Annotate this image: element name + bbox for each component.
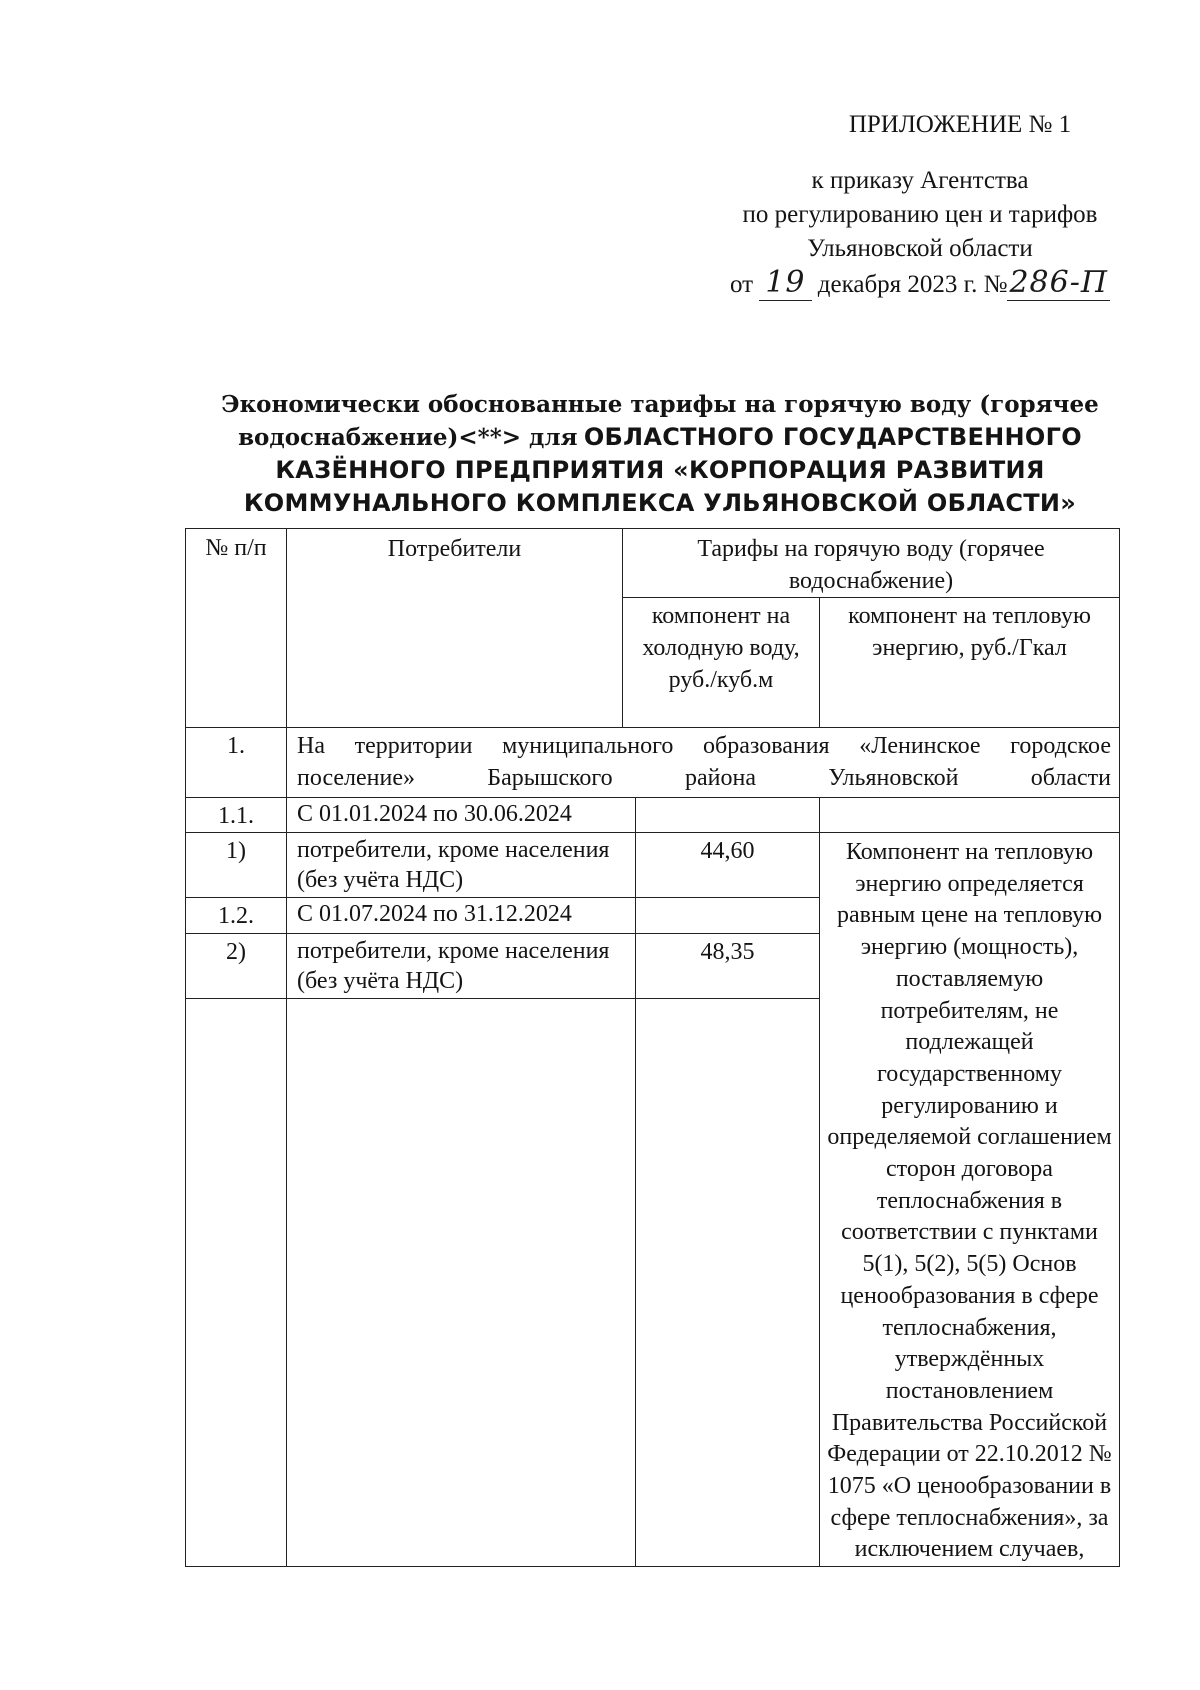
period-2-text: С 01.07.2024 по 31.12.2024 bbox=[287, 898, 636, 933]
header-tariffs: Тарифы на горячую воду (горячее водоснабжение) bbox=[623, 529, 1120, 598]
row-2-value: 48,35 bbox=[636, 933, 820, 998]
handwritten-order-number: 286-П bbox=[1009, 265, 1109, 300]
header-consumers: Потребители bbox=[287, 529, 623, 728]
period-1-thermal-empty bbox=[820, 798, 1120, 833]
title-part-1: Экономически обоснованные тарифы на горячую воду (горячее водоснабжение)<**> для bbox=[221, 391, 1099, 451]
row-1-text: потребители, кроме населения (без учёта НДС) bbox=[287, 833, 636, 898]
date-rest: декабря 2023 г. № bbox=[817, 271, 1008, 298]
row-2-num-continuation bbox=[186, 999, 287, 1567]
appendix-date-line bbox=[700, 266, 1140, 302]
title-part-2: ОБЛАСТНОГО ГОСУДАРСТВЕННОГО КАЗЁННОГО ПРЕДПРИЯТИЯ «КОРПОРАЦИЯ РАЗВИТИЯ КОММУНАЛЬНОГО КОМПЛЕКСА УЛЬЯНОВСКОЙ ОБЛАСТИ» bbox=[243, 423, 1082, 517]
header-num: № п/п bbox=[186, 529, 287, 728]
row-1-num: 1) bbox=[186, 833, 287, 898]
handwritten-day: 19 bbox=[759, 265, 811, 301]
document-title bbox=[210, 388, 1110, 520]
section-text: На территории муниципального образования «Ленинское городское поселение» Барышского района Ульяновской области bbox=[287, 728, 1120, 798]
section-num: 1. bbox=[186, 728, 287, 798]
appendix-line-3: Ульяновской области bbox=[807, 235, 1033, 262]
header-thermal: компонент на тепловую энергию, руб./Гкал bbox=[820, 598, 1120, 728]
period-1-text: С 01.01.2024 по 30.06.2024 bbox=[287, 798, 636, 833]
row-2-text-continuation bbox=[287, 999, 636, 1567]
row-1-value: 44,60 bbox=[636, 833, 820, 898]
appendix-line-1: к приказу Агентства bbox=[811, 167, 1029, 194]
period-1-cold-empty bbox=[636, 798, 820, 833]
period-2-num: 1.2. bbox=[186, 898, 287, 933]
row-2-text: потребители, кроме населения (без учёта НДС) bbox=[287, 933, 636, 998]
thermal-note: Компонент на тепловую энергию определяется равным цене на тепловую энергию (мощность), поставляемую потребителям, не подлежащей государственному регулированию и определяемой соглашением сторон договора теплоснабжения в соответствии с пунктами 5(1), 5(2), 5(5) Основ ценообразования в сфере теплоснабжения, утверждённых постановлением Правительства Российской Федерации от 22.10.2012 № 1075 «О ценообразовании в сфере теплоснабжения», за исключением случаев, bbox=[820, 833, 1120, 1567]
row-2-value-continuation bbox=[636, 999, 820, 1567]
date-prefix: от bbox=[729, 271, 754, 298]
header-cold-water: компонент на холодную воду, руб./куб.м bbox=[623, 598, 820, 728]
tariff-table bbox=[185, 528, 1120, 1567]
period-1-num: 1.1. bbox=[186, 798, 287, 833]
appendix-title: ПРИЛОЖЕНИЕ № 1 bbox=[848, 111, 1072, 138]
period-2-cold-empty bbox=[636, 898, 820, 933]
row-2-num: 2) bbox=[186, 933, 287, 998]
appendix-line-2: по регулированию цен и тарифов bbox=[742, 201, 1098, 228]
appendix-header bbox=[700, 108, 1140, 302]
